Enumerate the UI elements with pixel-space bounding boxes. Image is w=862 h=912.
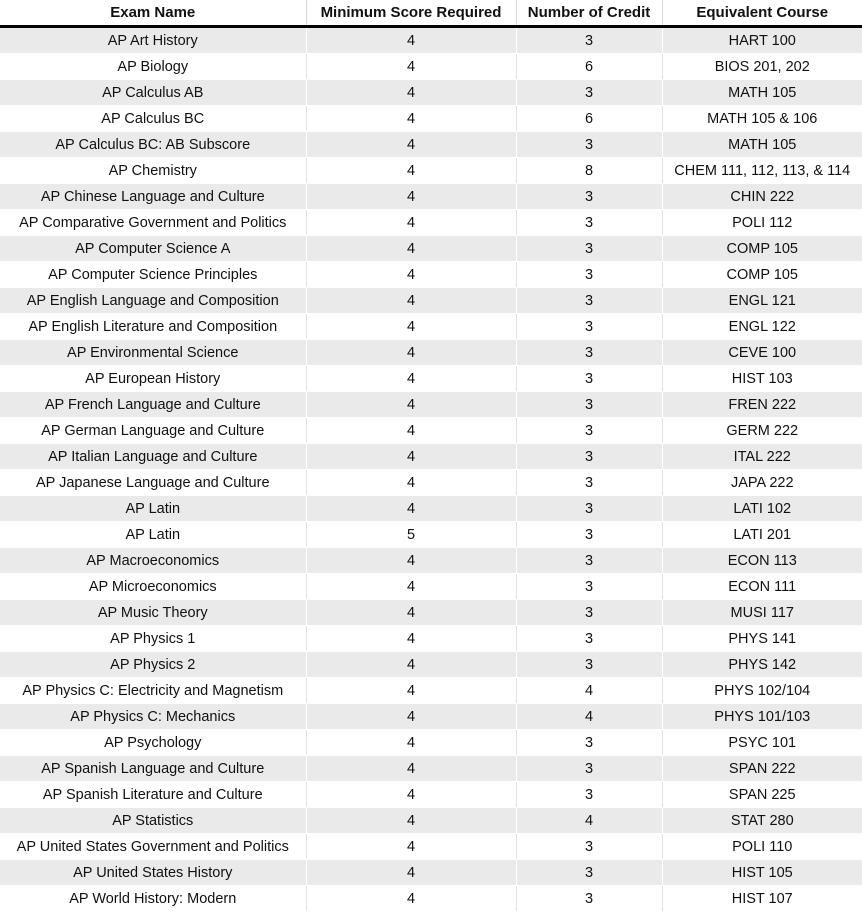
cell-minimum-score: 4 [306,626,516,652]
cell-minimum-score: 4 [306,496,516,522]
cell-equivalent-course: MATH 105 [662,132,862,158]
table-row [0,132,862,158]
cell-minimum-score: 4 [306,782,516,808]
cell-exam-name: AP German Language and Culture [0,418,306,444]
cell-minimum-score: 4 [306,210,516,236]
cell-exam-name: AP Calculus AB [0,80,306,106]
table-row [0,574,862,600]
header-exam-name: Exam Name [0,0,306,27]
cell-exam-name: AP French Language and Culture [0,392,306,418]
table-row [0,340,862,366]
cell-exam-name: AP Psychology [0,730,306,756]
cell-number-of-credit: 3 [516,444,662,470]
cell-minimum-score: 4 [306,27,516,54]
cell-exam-name: AP Chemistry [0,158,306,184]
cell-exam-name: AP Macroeconomics [0,548,306,574]
cell-number-of-credit: 3 [516,574,662,600]
table-row [0,496,862,522]
cell-equivalent-course: PHYS 142 [662,652,862,678]
cell-minimum-score: 4 [306,132,516,158]
cell-minimum-score: 4 [306,366,516,392]
cell-number-of-credit: 3 [516,756,662,782]
cell-exam-name: AP United States Government and Politics [0,834,306,860]
cell-exam-name: AP Physics C: Mechanics [0,704,306,730]
header-equivalent-course: Equivalent Course [662,0,862,27]
table-row [0,27,862,54]
table-row [0,210,862,236]
cell-equivalent-course: POLI 110 [662,834,862,860]
cell-equivalent-course: MATH 105 & 106 [662,106,862,132]
cell-number-of-credit: 3 [516,522,662,548]
cell-equivalent-course: HIST 107 [662,886,862,912]
cell-number-of-credit: 3 [516,548,662,574]
table-row [0,366,862,392]
table-row [0,314,862,340]
table-row [0,80,862,106]
cell-equivalent-course: POLI 112 [662,210,862,236]
cell-equivalent-course: ENGL 121 [662,288,862,314]
cell-equivalent-course: CHIN 222 [662,184,862,210]
cell-equivalent-course: PHYS 141 [662,626,862,652]
header-row [0,0,862,27]
cell-number-of-credit: 3 [516,184,662,210]
cell-exam-name: AP English Language and Composition [0,288,306,314]
cell-exam-name: AP Computer Science Principles [0,262,306,288]
cell-number-of-credit: 3 [516,288,662,314]
table-row [0,678,862,704]
cell-number-of-credit: 6 [516,54,662,80]
cell-equivalent-course: COMP 105 [662,262,862,288]
cell-equivalent-course: GERM 222 [662,418,862,444]
cell-exam-name: AP Physics 2 [0,652,306,678]
cell-number-of-credit: 3 [516,860,662,886]
cell-equivalent-course: ENGL 122 [662,314,862,340]
cell-minimum-score: 4 [306,652,516,678]
cell-number-of-credit: 8 [516,158,662,184]
cell-exam-name: AP Art History [0,27,306,54]
cell-number-of-credit: 3 [516,834,662,860]
table-row [0,158,862,184]
cell-number-of-credit: 3 [516,27,662,54]
cell-equivalent-course: COMP 105 [662,236,862,262]
cell-exam-name: AP English Literature and Composition [0,314,306,340]
table-row [0,418,862,444]
cell-minimum-score: 4 [306,730,516,756]
cell-minimum-score: 4 [306,600,516,626]
cell-exam-name: AP Italian Language and Culture [0,444,306,470]
cell-equivalent-course: PHYS 102/104 [662,678,862,704]
table-row [0,288,862,314]
cell-equivalent-course: ITAL 222 [662,444,862,470]
cell-minimum-score: 4 [306,860,516,886]
cell-number-of-credit: 3 [516,366,662,392]
cell-number-of-credit: 3 [516,262,662,288]
table-body [0,27,862,912]
cell-minimum-score: 4 [306,704,516,730]
cell-minimum-score: 4 [306,184,516,210]
cell-exam-name: AP Physics C: Electricity and Magnetism [0,678,306,704]
table-row [0,444,862,470]
cell-minimum-score: 4 [306,314,516,340]
cell-minimum-score: 4 [306,288,516,314]
cell-exam-name: AP Latin [0,496,306,522]
cell-number-of-credit: 3 [516,236,662,262]
table-row [0,106,862,132]
header-number-of-credit: Number of Credit [516,0,662,27]
cell-number-of-credit: 3 [516,132,662,158]
cell-number-of-credit: 3 [516,392,662,418]
cell-exam-name: AP European History [0,366,306,392]
cell-exam-name: AP Biology [0,54,306,80]
cell-minimum-score: 4 [306,548,516,574]
cell-number-of-credit: 4 [516,678,662,704]
cell-equivalent-course: ECON 111 [662,574,862,600]
cell-exam-name: AP World History: Modern [0,886,306,912]
cell-equivalent-course: PSYC 101 [662,730,862,756]
cell-number-of-credit: 3 [516,340,662,366]
table-row [0,730,862,756]
cell-exam-name: AP Microeconomics [0,574,306,600]
cell-minimum-score: 4 [306,470,516,496]
cell-number-of-credit: 3 [516,314,662,340]
table-row [0,886,862,912]
cell-number-of-credit: 3 [516,626,662,652]
cell-exam-name: AP Calculus BC [0,106,306,132]
cell-exam-name: AP Music Theory [0,600,306,626]
cell-equivalent-course: MATH 105 [662,80,862,106]
table-row [0,522,862,548]
cell-number-of-credit: 3 [516,80,662,106]
cell-minimum-score: 4 [306,574,516,600]
cell-number-of-credit: 6 [516,106,662,132]
table-row [0,600,862,626]
cell-exam-name: AP Japanese Language and Culture [0,470,306,496]
table-row [0,236,862,262]
cell-exam-name: AP Statistics [0,808,306,834]
cell-number-of-credit: 3 [516,782,662,808]
cell-equivalent-course: SPAN 222 [662,756,862,782]
cell-exam-name: AP Calculus BC: AB Subscore [0,132,306,158]
cell-number-of-credit: 3 [516,652,662,678]
cell-equivalent-course: SPAN 225 [662,782,862,808]
cell-equivalent-course: JAPA 222 [662,470,862,496]
table-row [0,262,862,288]
cell-equivalent-course: ECON 113 [662,548,862,574]
cell-equivalent-course: STAT 280 [662,808,862,834]
cell-minimum-score: 4 [306,756,516,782]
cell-minimum-score: 4 [306,54,516,80]
cell-minimum-score: 4 [306,444,516,470]
cell-number-of-credit: 3 [516,600,662,626]
cell-number-of-credit: 4 [516,808,662,834]
cell-equivalent-course: HART 100 [662,27,862,54]
cell-exam-name: AP Chinese Language and Culture [0,184,306,210]
cell-exam-name: AP Latin [0,522,306,548]
table-row [0,704,862,730]
table-row [0,652,862,678]
cell-equivalent-course: PHYS 101/103 [662,704,862,730]
cell-minimum-score: 4 [306,158,516,184]
header-minimum-score: Minimum Score Required [306,0,516,27]
cell-equivalent-course: HIST 103 [662,366,862,392]
cell-number-of-credit: 3 [516,210,662,236]
cell-minimum-score: 4 [306,834,516,860]
cell-equivalent-course: LATI 102 [662,496,862,522]
table-row [0,756,862,782]
table-row [0,626,862,652]
cell-number-of-credit: 3 [516,470,662,496]
table-row [0,782,862,808]
cell-exam-name: AP Computer Science A [0,236,306,262]
cell-minimum-score: 4 [306,808,516,834]
table-row [0,808,862,834]
cell-minimum-score: 4 [306,886,516,912]
cell-number-of-credit: 3 [516,418,662,444]
cell-exam-name: AP Physics 1 [0,626,306,652]
cell-equivalent-course: BIOS 201, 202 [662,54,862,80]
cell-minimum-score: 4 [306,418,516,444]
cell-equivalent-course: MUSI 117 [662,600,862,626]
table-header [0,0,862,27]
table-row [0,54,862,80]
table-row [0,470,862,496]
cell-minimum-score: 4 [306,678,516,704]
cell-equivalent-course: FREN 222 [662,392,862,418]
cell-exam-name: AP United States History [0,860,306,886]
cell-exam-name: AP Environmental Science [0,340,306,366]
table-row [0,392,862,418]
cell-equivalent-course: CEVE 100 [662,340,862,366]
cell-minimum-score: 4 [306,106,516,132]
table-row [0,860,862,886]
cell-exam-name: AP Comparative Government and Politics [0,210,306,236]
cell-minimum-score: 4 [306,340,516,366]
cell-minimum-score: 5 [306,522,516,548]
cell-exam-name: AP Spanish Literature and Culture [0,782,306,808]
cell-exam-name: AP Spanish Language and Culture [0,756,306,782]
table-row [0,834,862,860]
table-row [0,184,862,210]
cell-equivalent-course: HIST 105 [662,860,862,886]
cell-number-of-credit: 3 [516,730,662,756]
cell-number-of-credit: 4 [516,704,662,730]
cell-minimum-score: 4 [306,262,516,288]
cell-equivalent-course: CHEM 111, 112, 113, & 114 [662,158,862,184]
cell-minimum-score: 4 [306,236,516,262]
cell-minimum-score: 4 [306,80,516,106]
cell-equivalent-course: LATI 201 [662,522,862,548]
table-row [0,548,862,574]
cell-number-of-credit: 3 [516,886,662,912]
cell-number-of-credit: 3 [516,496,662,522]
cell-minimum-score: 4 [306,392,516,418]
